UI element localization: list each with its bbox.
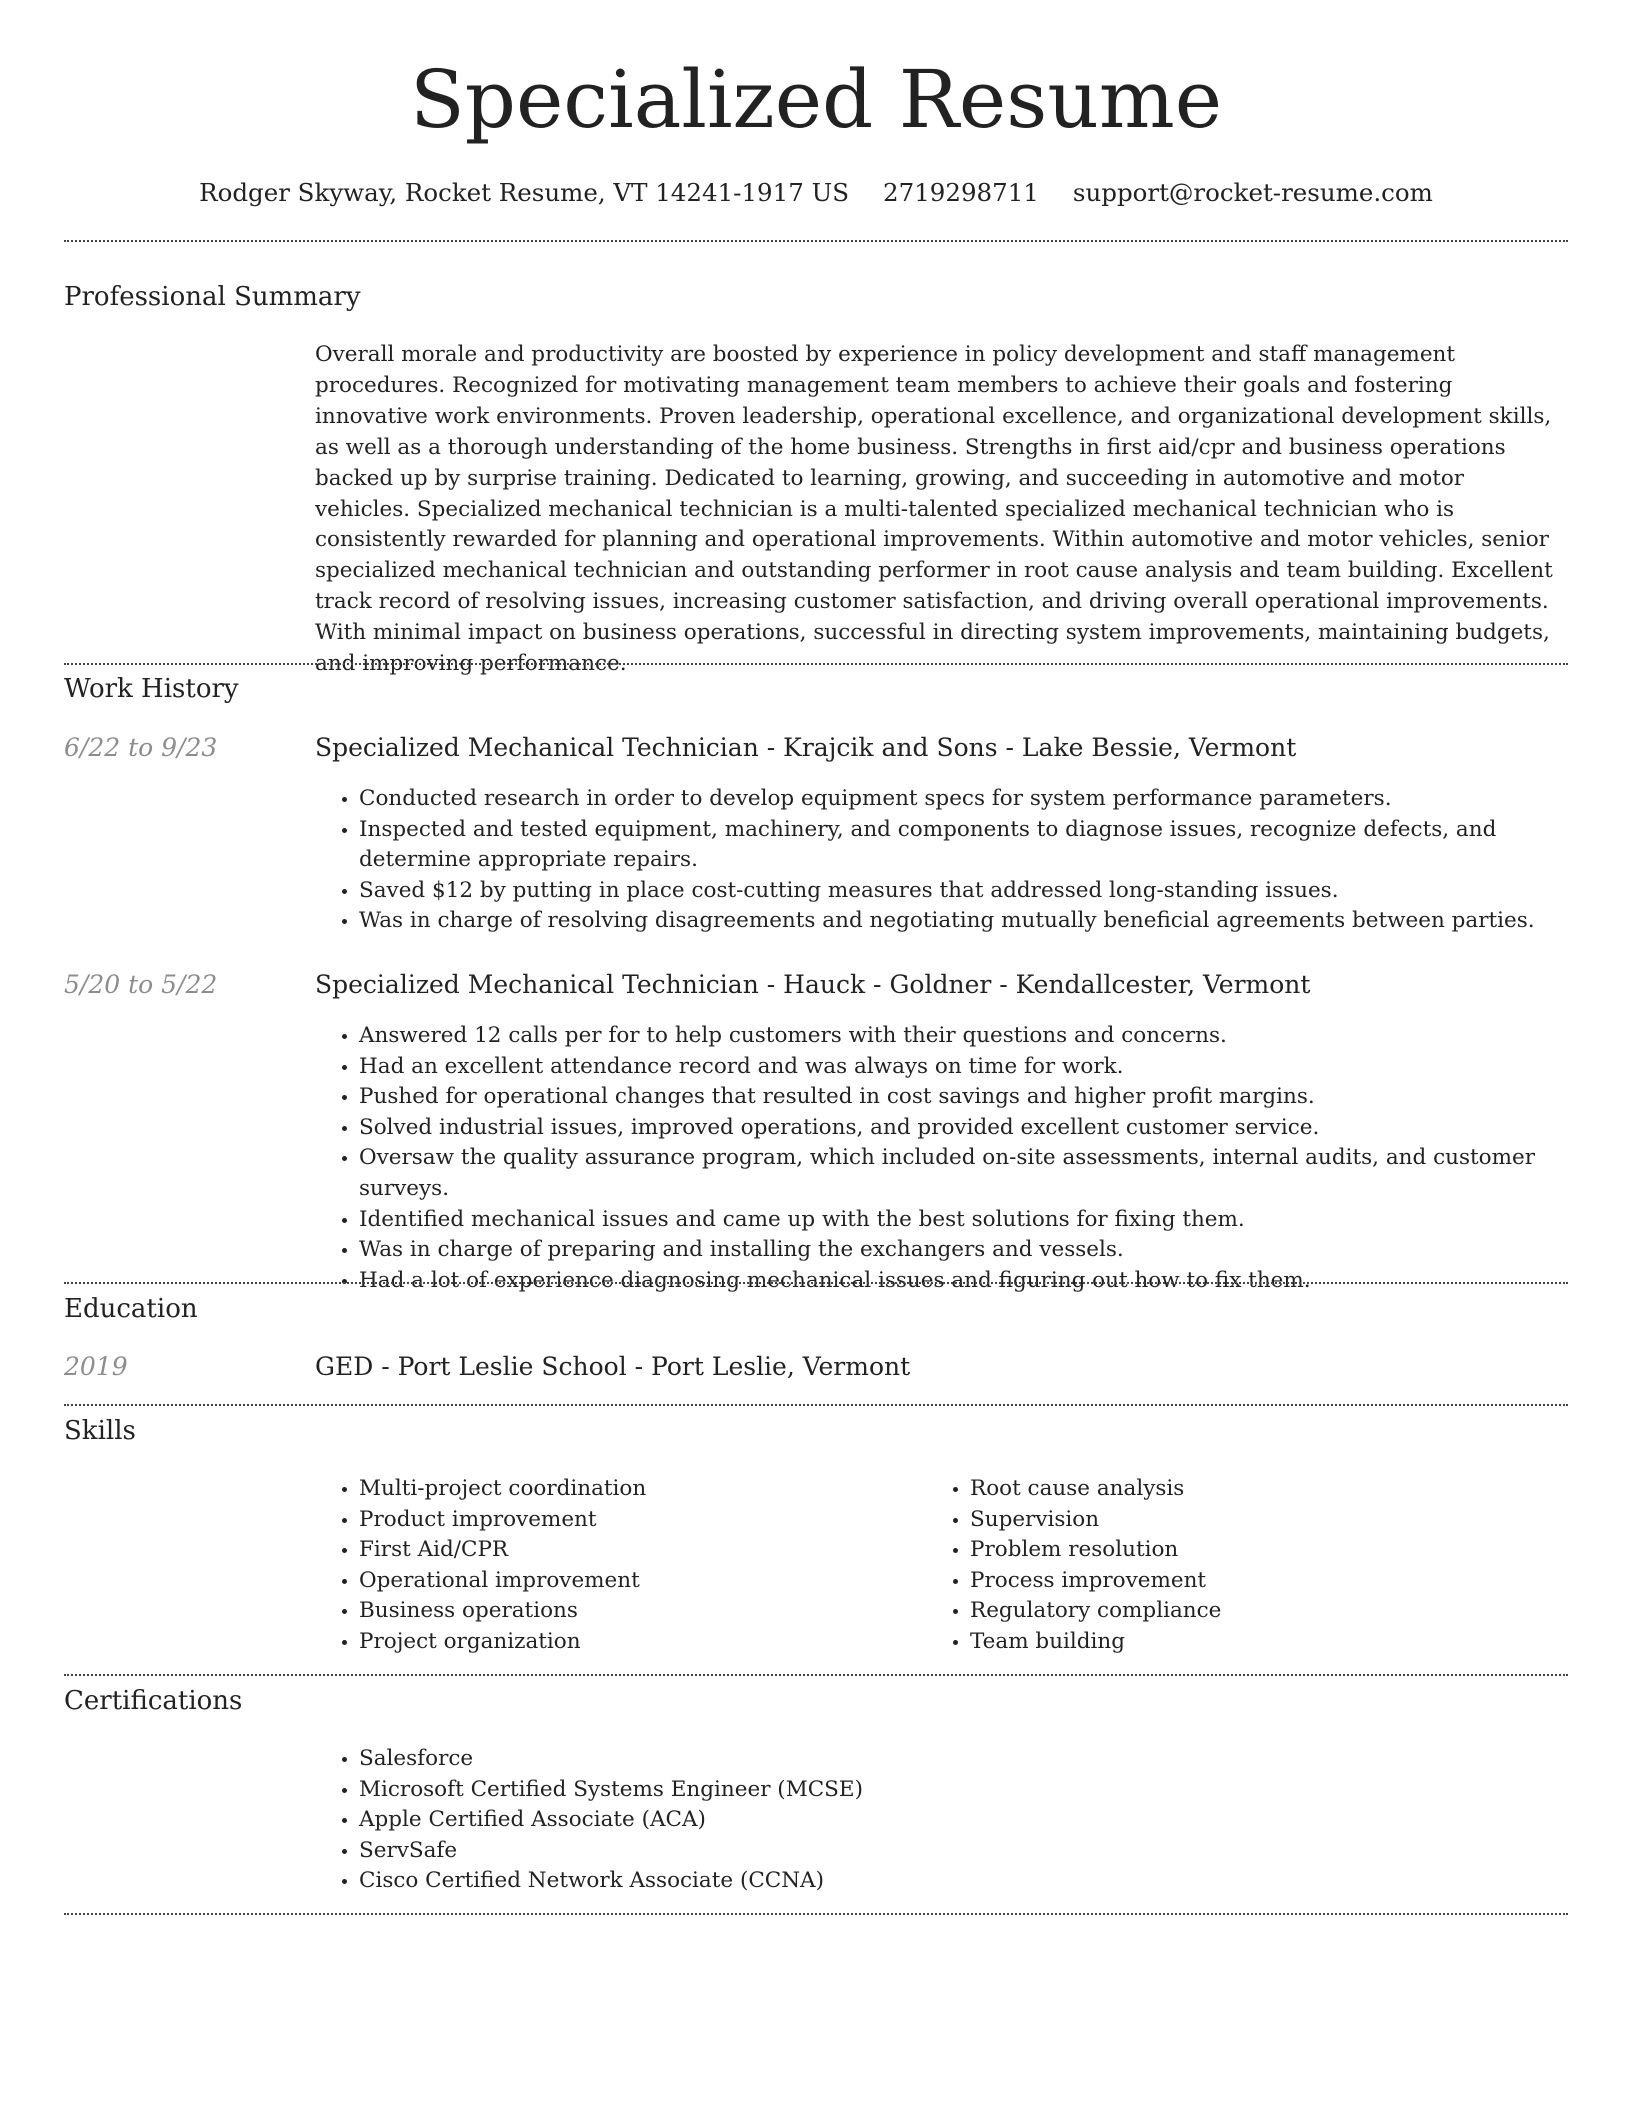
job-dates: 6/22 to 9/23 <box>64 733 218 762</box>
list-item: • Oversaw the quality assurance program, which included on-site assessments, internal audits, and customer surveys. <box>359 1143 1599 1204</box>
section-divider <box>64 240 1568 242</box>
list-item: • Conducted research in order to develop equipment specs for system performance parameters. <box>359 784 1579 815</box>
list-item: • Regulatory compliance <box>970 1596 1530 1627</box>
list-item: • Supervision <box>970 1505 1530 1536</box>
list-item: • Business operations <box>359 1596 919 1627</box>
job-title: Specialized Mechanical Technician - Krajcik and Sons - Lake Bessie, Vermont <box>315 733 1297 762</box>
list-item: • Project organization <box>359 1627 919 1658</box>
education-title: GED - Port Leslie School - Port Leslie, Vermont <box>315 1352 911 1381</box>
section-divider <box>64 1404 1568 1406</box>
list-item: • Multi-project coordination <box>359 1474 919 1505</box>
list-item: • Identified mechanical issues and came up with the best solutions for fixing them. <box>359 1205 1599 1236</box>
list-item: • Pushed for operational changes that resulted in cost savings and higher profit margins. <box>359 1082 1599 1113</box>
section-heading-education: Education <box>64 1294 198 1324</box>
job-bullet-list <box>315 1021 1599 1296</box>
contact-email: support@rocket-resume.com <box>1072 178 1433 207</box>
list-item: • Solved industrial issues, improved operations, and provided excellent customer service. <box>359 1113 1599 1144</box>
summary-text: Overall morale and productivity are boosted by experience in policy development and staff management procedures. Recognized for motivating management team members to achieve their goals and fostering innovative work environments. Proven leadership, operational excellence, and organizational development skills, as well as a thorough understanding of the home business. Strengths in first aid/cpr and business operations backed up by surprise training. Dedicated to learning, growing, and succeeding in automotive and motor vehicles. Specialized mechanical technician is a multi-talented specialized mechanical technician who is consistently rewarded for planning and operational improvements. Within automotive and motor vehicles, senior specialized mechanical technician and outstanding performer in root cause analysis and team building. Excellent track record of resolving issues, increasing customer satisfaction, and driving overall operational improvements. With minimal impact on business operations, successful in directing system improvements, maintaining budgets, and improving performance. <box>315 342 1553 677</box>
section-heading-certifications: Certifications <box>64 1686 243 1716</box>
section-divider <box>64 1282 1568 1284</box>
job-dates: 5/20 to 5/22 <box>64 970 218 999</box>
contact-line <box>0 178 1632 207</box>
list-item: • Had a lot of experience diagnosing mechanical issues and figuring out how to fix them. <box>359 1266 1599 1297</box>
list-item: • Problem resolution <box>970 1535 1530 1566</box>
list-item: • Microsoft Certified Systems Engineer (MCSE) <box>359 1775 1359 1806</box>
list-item: • Apple Certified Associate (ACA) <box>359 1805 1359 1836</box>
resume-title: Specialized Resume <box>409 53 1223 146</box>
section-heading-work-history: Work History <box>64 674 239 704</box>
section-divider <box>64 1674 1568 1676</box>
list-item: • Saved $12 by putting in place cost-cutting measures that addressed long-standing issues. <box>359 876 1579 907</box>
list-item: • Was in charge of preparing and installing the exchangers and vessels. <box>359 1235 1599 1266</box>
section-divider <box>64 1913 1568 1915</box>
list-item: • Root cause analysis <box>970 1474 1530 1505</box>
list-item: • ServSafe <box>359 1836 1359 1867</box>
section-heading-summary: Professional Summary <box>64 282 361 312</box>
list-item: • Process improvement <box>970 1566 1530 1597</box>
list-item: • Product improvement <box>359 1505 919 1536</box>
list-item: • Was in charge of resolving disagreements and negotiating mutually beneficial agreements between parties. <box>359 906 1579 937</box>
list-item: • Cisco Certified Network Associate (CCNA) <box>359 1866 1359 1897</box>
job-bullet-list <box>315 784 1579 937</box>
skills-list-left <box>315 1474 919 1658</box>
list-item: • First Aid/CPR <box>359 1535 919 1566</box>
section-heading-skills: Skills <box>64 1416 136 1446</box>
list-item: • Team building <box>970 1627 1530 1658</box>
education-dates: 2019 <box>64 1352 128 1381</box>
section-divider <box>64 663 1568 665</box>
certifications-list <box>315 1744 1359 1897</box>
list-item: • Salesforce <box>359 1744 1359 1775</box>
list-item: • Answered 12 calls per for to help customers with their questions and concerns. <box>359 1021 1599 1052</box>
list-item: • Had an excellent attendance record and was always on time for work. <box>359 1052 1599 1083</box>
list-item: • Inspected and tested equipment, machinery, and components to diagnose issues, recognize defects, and determine appropriate repairs. <box>359 815 1579 876</box>
contact-address: Rodger Skyway, Rocket Resume, VT 14241-1917 US <box>199 178 850 207</box>
list-item: • Operational improvement <box>359 1566 919 1597</box>
contact-phone: 2719298711 <box>883 178 1039 207</box>
skills-list-right <box>926 1474 1530 1658</box>
job-title: Specialized Mechanical Technician - Hauck - Goldner - Kendallcester, Vermont <box>315 970 1311 999</box>
